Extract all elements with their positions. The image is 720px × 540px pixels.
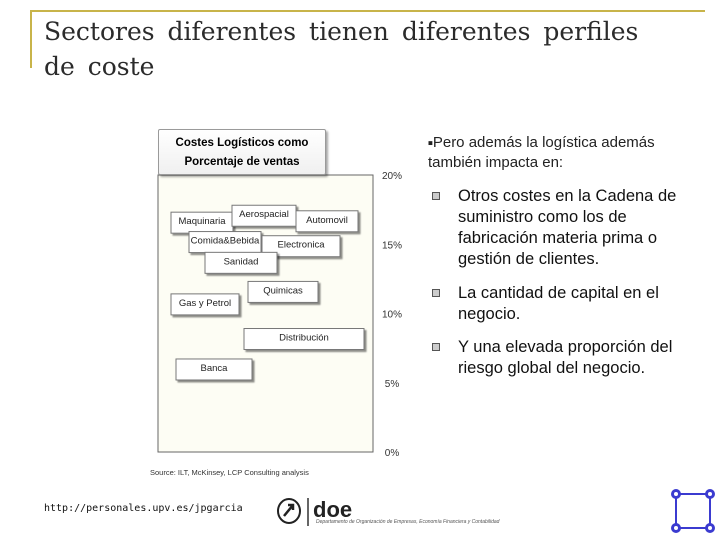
chart-source: Source: ILT, McKinsey, LCP Consulting analysis (150, 468, 309, 477)
bar-label: Distribución (279, 332, 329, 344)
bar-label: Sanidad (223, 256, 259, 268)
bar-label: Automovil (306, 214, 348, 226)
intro-text: Pero además la logística además también impacta en: (428, 134, 655, 171)
bullet-text: Y una elevada proporción del riesgo global del negocio. (458, 338, 673, 377)
bullet-square-icon (432, 343, 440, 351)
bar-label: Quimicas (263, 285, 303, 297)
footer-url[interactable]: http://personales.upv.es/jpgarcia (44, 503, 243, 514)
bar-label: Aerospacial (239, 209, 289, 221)
corner-decoration-icon (668, 486, 718, 536)
slide-title: Sectores diferentes tienen diferentes perfiles de coste (44, 17, 639, 81)
y-tick-label: 20% (381, 171, 403, 182)
bullet-square-icon (432, 192, 440, 200)
logo-text: doe (313, 497, 353, 522)
right-intro (428, 133, 698, 172)
bar-label: Banca (200, 362, 228, 374)
bar-label: Maquinaria (178, 216, 226, 228)
chart-title: Costes Logísticos como Porcentaje de ventas (158, 129, 326, 175)
bar-label: Comida&Bebida (190, 235, 260, 247)
bullet-square-icon (432, 289, 440, 297)
bar-label: Gas y Petrol (178, 297, 232, 309)
y-tick-label: 15% (381, 240, 403, 252)
y-tick-label: 10% (381, 309, 403, 321)
intro-bullet-mark: ■ (428, 138, 433, 148)
y-tick-label: 5% (384, 378, 400, 390)
bullet-text: La cantidad de capital en el negocio. (458, 284, 659, 323)
footer-department: Departamento de Organización de Empresas, Economía Financiera y Contabilidad (316, 519, 500, 525)
bullet-text: Otros costes en la Cadena de suministro como los de fabricación materia prima o gestión de clientes. (458, 187, 677, 268)
bar-label: Electronica (277, 239, 325, 251)
y-axis-ticks (382, 171, 402, 459)
y-tick-label: 0% (384, 448, 400, 459)
